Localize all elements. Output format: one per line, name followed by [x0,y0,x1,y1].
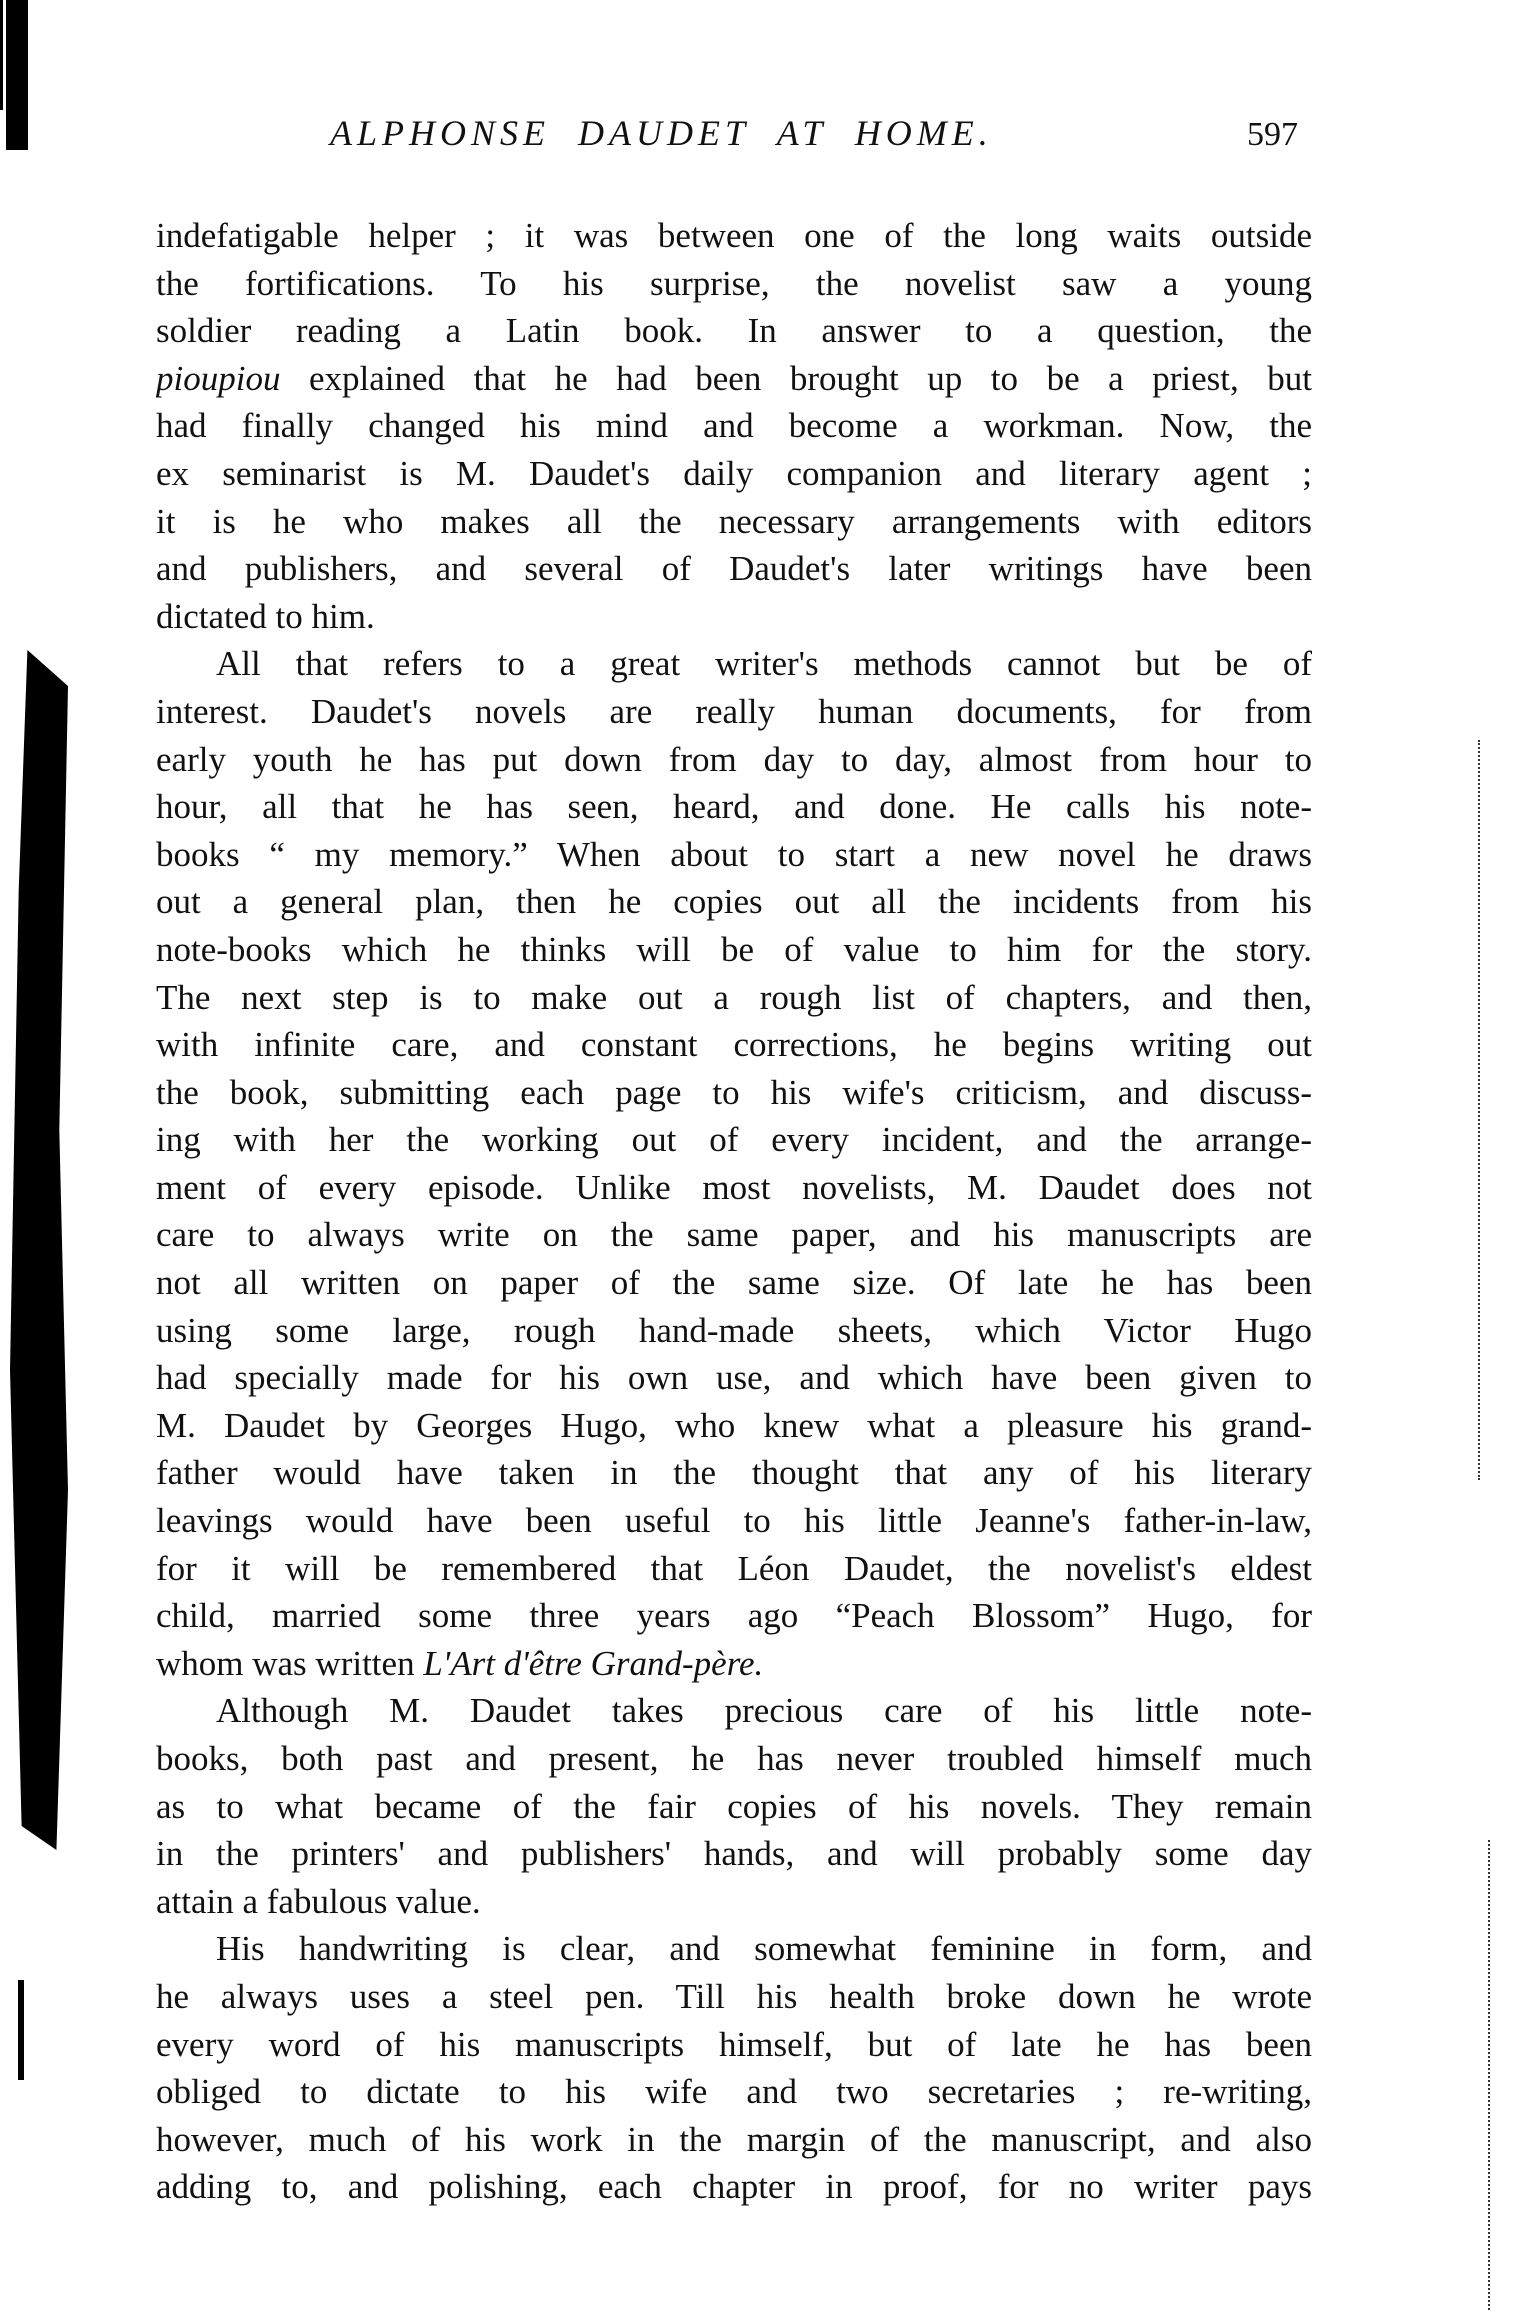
scan-margin-mark-left-small [18,1980,24,2080]
text-line: Although M. Daudet takes precious care of his little note- [216,1691,1312,1731]
text-line: ing with her the working out of every incident, and the arrange- [156,1120,1312,1160]
text-line: ex seminarist is M. Daudet's daily companion and literary agent ; [156,453,1312,493]
text-line: M. Daudet by Georges Hugo, who knew what a pleasure his grand- [156,1405,1312,1445]
text-line: pioupiou explained that he had been brought up to be a priest, but [156,358,1312,398]
text-line: leavings would have been useful to his little Jeanne's father-in-law, [156,1501,1312,1541]
text-line: father would have taken in the thought that any of his literary [156,1453,1312,1493]
italic-text: L'Art d'être Grand-père. [423,1643,764,1683]
running-title: ALPHONSE DAUDET AT HOME. [330,113,993,153]
text-line: with infinite care, and constant corrections, he begins writing out [156,1025,1312,1065]
text-line: the fortifications. To his surprise, the novelist saw a young [156,263,1312,303]
body-text [156,212,1312,2211]
text-line: attain a fabulous value. [156,1881,481,1921]
text-line: The next step is to make out a rough list of chapters, and then, [156,977,1312,1017]
text-line: every word of his manuscripts himself, but of late he has been [156,2024,1312,2064]
scan-margin-mark-top-line [0,0,3,110]
text-line: it is he who makes all the necessary arrangements with editors [156,501,1312,541]
page-header [330,112,1310,162]
text-line: had finally changed his mind and become a workman. Now, the [156,406,1312,446]
text-line: as to what became of the fair copies of his novels. They remain [156,1786,1312,1826]
text-line: ment of every episode. Unlike most novelists, M. Daudet does not [156,1167,1312,1207]
scan-margin-mark-left [10,650,68,1850]
text-line: early youth he has put down from day to day, almost from hour to [156,739,1312,779]
text-line: obliged to dictate to his wife and two secretaries ; re-writing, [156,2072,1312,2112]
text-line: and publishers, and several of Daudet's later writings have been [156,549,1312,589]
paragraph [156,212,1312,640]
text-line: indefatigable helper ; it was between one of the long waits outside [156,216,1312,255]
text-line: dictated to him. [156,596,375,636]
text-line: All that refers to a great writer's methods cannot but be of [216,644,1312,684]
text-line: note-books which he thinks will be of value to him for the story. [156,929,1312,969]
page-number: 597 [1247,116,1298,153]
text-line: His handwriting is clear, and somewhat feminine in form, and [216,1929,1312,1969]
paragraph [156,640,1312,1687]
text-line: he always uses a steel pen. Till his health broke down he wrote [156,1976,1312,2016]
text-line: not all written on paper of the same size. Of late he has been [156,1263,1312,1303]
paragraph [156,1687,1312,1925]
scan-margin-dots-right [1478,740,1480,1480]
text-line: adding to, and polishing, each chapter in proof, for no writer pays [156,2167,1312,2207]
text-line: hour, all that he has seen, heard, and done. He calls his note- [156,787,1312,827]
text-line: for it will be remembered that Léon Daudet, the novelist's eldest [156,1548,1312,1588]
text-line: out a general plan, then he copies out all the incidents from his [156,882,1312,922]
text-line: using some large, rough hand-made sheets, which Victor Hugo [156,1310,1312,1350]
text-line: whom was written L'Art d'être Grand-père. [156,1643,764,1683]
text-line: books “ my memory.” When about to start a new novel he draws [156,834,1312,874]
text-line: had specially made for his own use, and which have been given to [156,1358,1312,1398]
paragraph [156,1925,1312,2211]
text-line: the book, submitting each page to his wife's criticism, and discuss- [156,1072,1312,1112]
text-line: interest. Daudet's novels are really human documents, for from [156,691,1312,731]
text-line: however, much of his work in the margin of the manuscript, and also [156,2119,1312,2159]
text-line: child, married some three years ago “Peach Blossom” Hugo, for [156,1596,1312,1636]
italic-text: pioupiou [156,358,281,398]
scan-margin-mark-top [6,0,28,150]
text-line: in the printers' and publishers' hands, and will probably some day [156,1834,1312,1874]
text-line: soldier reading a Latin book. In answer to a question, the [156,311,1312,351]
text-line: care to always write on the same paper, and his manuscripts are [156,1215,1312,1255]
scan-margin-dots-right-lower [1488,1840,1490,2310]
text-line: books, both past and present, he has never troubled himself much [156,1739,1312,1778]
